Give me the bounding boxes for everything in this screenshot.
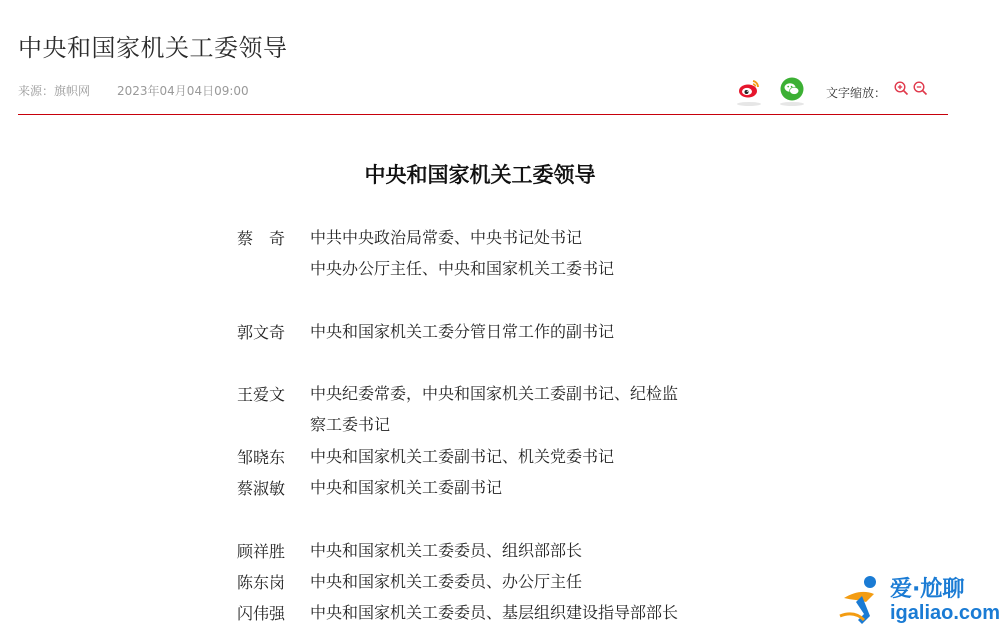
zoom-in-icon[interactable]	[894, 81, 909, 96]
weibo-icon[interactable]	[738, 78, 760, 100]
leader-role	[310, 320, 740, 351]
zoom-label: 文字缩放：	[826, 86, 887, 100]
leader-role-line: 中共中央政治局常委、中央书记处书记	[310, 228, 583, 247]
meta-bar	[18, 80, 948, 106]
leader-role-line: 中央和国家机关工委副书记、机关党委书记	[310, 447, 615, 466]
leader-name: 蔡 奇	[237, 229, 286, 248]
wechat-icon[interactable]	[780, 77, 804, 101]
watermark-text-en: igaliao.com	[890, 602, 1000, 624]
leader-name: 蔡淑敏	[237, 479, 286, 498]
leader-name: 郭文奇	[237, 323, 286, 342]
leader-role-line: 中央和国家机关工委委员、基层组织建设指导部部长	[310, 603, 679, 622]
leader-role	[310, 445, 740, 476]
article-heading: 中央和国家机关工委领导	[364, 162, 596, 187]
watermark	[836, 570, 1000, 636]
leader-role-line: 中央和国家机关工委委员、组织部部长	[310, 541, 583, 560]
article-source: 来源：旗帜网	[18, 84, 91, 98]
leader-name: 邹晓东	[237, 448, 286, 467]
leader-name: 王爱文	[237, 385, 286, 404]
leader-role-line: 中央和国家机关工委委员、办公厅主任	[310, 572, 583, 591]
zoom-out-icon[interactable]	[913, 81, 928, 96]
leader-role-line: 中央和国家机关工委副书记	[310, 478, 503, 497]
leader-role-line: 察工委书记	[310, 415, 391, 434]
leader-role	[310, 539, 740, 570]
leader-role	[310, 382, 740, 444]
watermark-text-cn: 爱·尬聊	[890, 577, 965, 602]
runner-logo-icon	[836, 572, 886, 628]
leader-role	[310, 570, 740, 601]
leader-name: 陈东岗	[237, 573, 286, 592]
leader-role	[310, 601, 740, 632]
leader-role	[310, 476, 740, 507]
leader-name: 顾祥胜	[237, 542, 286, 561]
article-date: 2023年04月04日09:00	[117, 84, 249, 98]
wechat-shadow	[780, 102, 804, 106]
page-title: 中央和国家机关工委领导	[18, 34, 288, 62]
header-divider	[18, 114, 948, 115]
leader-name: 闪伟强	[237, 604, 286, 623]
weibo-shadow	[737, 102, 761, 106]
leader-role-line: 中央纪委常委，中央和国家机关工委副书记、纪检监	[310, 384, 679, 403]
leader-role-line: 中央和国家机关工委分管日常工作的副书记	[310, 322, 615, 341]
leader-role	[310, 226, 740, 288]
leader-role-line: 中央办公厅主任、中央和国家机关工委书记	[310, 259, 615, 278]
